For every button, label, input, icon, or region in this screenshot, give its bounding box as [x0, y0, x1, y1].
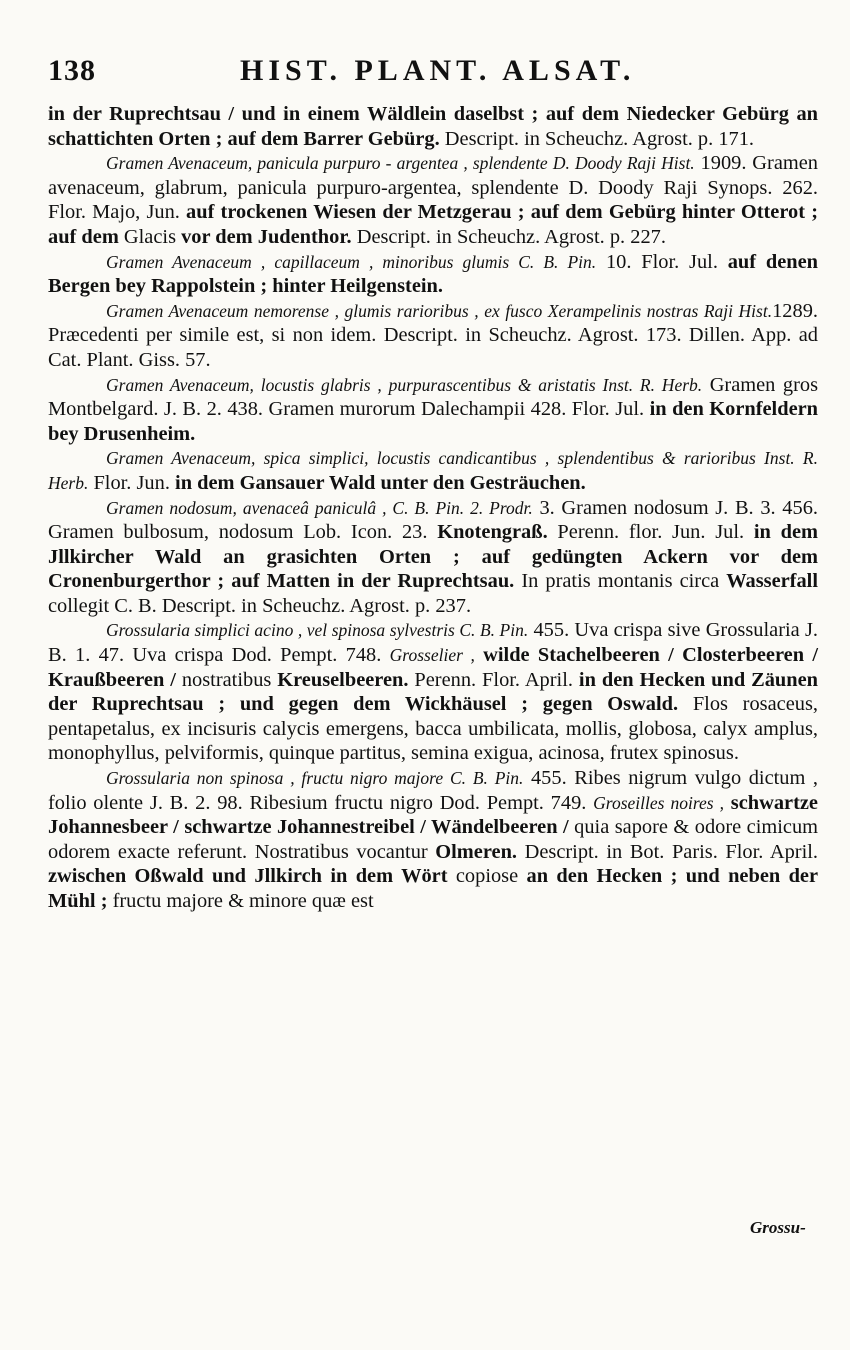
german-locality-text: vor dem Judenthor.: [181, 225, 352, 248]
latin-text: collegit C. B. Descript. in Scheuchz. Agrost. p. 237.: [48, 594, 472, 617]
latin-text: Perenn. flor. Jun. Jul.: [547, 521, 754, 544]
latin-text: 1289. Præcedenti per simile est, si non idem. Descript. in Scheuchz. Agrost. 173. Dillen. App. ad Cat. Plant. Giss. 57.: [48, 299, 818, 371]
latin-text: Descript. in Scheuchz. Agrost. p. 171.: [439, 127, 755, 150]
body-text: [48, 102, 818, 914]
german-locality-text: in dem Gansauer Wald unter den Gesträuchen.: [175, 471, 586, 494]
synonym-text: Gramen Avenaceum nemorense , glumis rarioribus , ex fusco Xerampelinis nostras Raji Hist.: [106, 300, 773, 321]
page-number: 138: [48, 54, 96, 87]
entry-paragraph: [48, 250, 818, 299]
synonym-text: Groseilles noires ,: [593, 792, 725, 813]
entry-paragraph: [48, 766, 818, 914]
latin-text: 3. Gramen nodosum J. B. 3. 456. Gramen bulbosum, nodosum Lob. Icon. 23.: [48, 496, 818, 544]
latin-text: 1909. Gramen avenaceum, glabrum, panicula purpuro-argentea, splendente D. Doody Raji Synops. 262. Flor. Majo, Jun.: [48, 152, 818, 224]
german-locality-text: Kreuselbeeren.: [277, 668, 409, 691]
entry-paragraph: [48, 618, 818, 766]
entry-paragraph: [48, 446, 818, 495]
german-locality-text: in den Hecken und Zäunen der Ruprechtsau ; und gegen dem Wickhäusel ; gegen Oswald.: [48, 668, 818, 716]
german-locality-text: zwischen Oßwald und Jllkirch in dem Wört: [48, 865, 448, 888]
latin-text: Flor. Jun.: [88, 471, 176, 494]
entry-paragraph: [48, 102, 818, 151]
german-locality-text: in der Ruprechtsau / und in einem Wäldlein daselbst ; auf dem Niedecker Gebürg an schattichten Orten ; auf dem Barrer Gebürg.: [48, 103, 818, 150]
latin-text: Glacis: [118, 225, 182, 248]
latin-text: Flos rosaceus, pentapetalus, ex incisuris calycis emergens, bacca umbilicata, mollis, globosa, calyx amplus, monophyllus, pelviformis, quinque partitus, semina exigua, acinosa, frutex spinosus.: [48, 693, 818, 765]
synonym-text: Grossularia simplici acino , vel spinosa sylvestris C. B. Pin.: [106, 620, 529, 641]
latin-text: 10. Flor. Jul.: [596, 250, 728, 273]
latin-text: Descript. in Bot. Paris. Flor. April.: [517, 840, 818, 863]
entry-paragraph: [48, 299, 818, 373]
page: [48, 52, 818, 914]
entry-paragraph: [48, 496, 818, 619]
synonym-text: Grosselier ,: [389, 645, 475, 666]
synonym-text: Gramen Avenaceum, spica simplici, locustis candicantibus , splendentibus & rarioribus Inst. R. Herb.: [48, 448, 818, 493]
german-locality-text: in dem Jllkircher Wald an grasichten Orten ; auf gedüngten Ackern vor dem Cronenburgerthor ; auf Matten in der Ruprechtsau.: [48, 521, 819, 593]
latin-text: quia sapore & odore cimicum odorem exacte referunt. Nostratibus vocantur: [48, 816, 818, 863]
running-title: HIST. PLANT. ALSAT.: [240, 54, 636, 87]
german-locality-text: an den Hecken ; und neben der Mühl ;: [48, 865, 819, 912]
german-locality-text: Wasserfall: [726, 570, 818, 593]
german-locality-text: Olmeren.: [435, 840, 518, 863]
latin-text: In pratis montanis circa: [514, 570, 727, 593]
latin-text: Gramen gros Montbelgard. J. B. 2. 438. Gramen murorum Dalechampii 428. Flor. Jul.: [48, 373, 819, 421]
latin-text: Descript. in Scheuchz. Agrost. p. 227.: [351, 225, 666, 248]
latin-text: fructu majore & minore quæ est: [107, 890, 374, 912]
synonym-text: Gramen Avenaceum, panicula purpuro - argentea , splendente D. Doody Raji Hist.: [106, 153, 695, 174]
synonym-text: Grossularia non spinosa , fructu nigro majore C. B. Pin.: [106, 768, 524, 789]
page-header: [48, 52, 818, 102]
synonym-text: Gramen Avenaceum , capillaceum , minoribus glumis C. B. Pin.: [106, 251, 597, 272]
latin-text: 455. Uva crispa sive Grossularia J. B. 1. 47. Uva crispa Dod. Pempt. 748.: [48, 619, 818, 667]
synonym-text: Gramen Avenaceum, locustis glabris , purpurascentibus & aristatis Inst. R. Herb.: [106, 374, 703, 395]
german-locality-text: wilde Stachelbeeren / Closterbeeren / Kraußbeeren /: [48, 644, 819, 691]
latin-text: nostratibus: [175, 668, 278, 691]
german-locality-text: Knotengraß.: [437, 521, 548, 544]
latin-text: 455. Ribes nigrum vulgo dictum , folio olente J. B. 2. 98. Ribesium fructu nigro Dod. Pempt. 749.: [48, 767, 819, 814]
entry-paragraph: [48, 151, 818, 249]
german-locality-text: schwartze Johannesbeer / schwartze Johannestreibel / Wändelbeeren /: [48, 791, 818, 839]
german-locality-text: auf denen Bergen bey Rappolstein ; hinter Heilgenstein.: [48, 250, 818, 298]
entry-paragraph: [48, 373, 818, 447]
german-locality-text: auf trockenen Wiesen der Metzgerau ; auf dem Gebürg hinter Otterot ; auf dem: [48, 201, 818, 248]
catchword: Grossu-: [750, 1218, 806, 1237]
latin-text: copiose: [447, 865, 527, 888]
synonym-text: Gramen nodosum, avenaceâ paniculâ , C. B. Pin. 2. Prodr.: [106, 497, 533, 518]
latin-text: Perenn. Flor. April.: [408, 668, 579, 691]
german-locality-text: in den Kornfeldern bey Drusenheim.: [48, 398, 819, 445]
